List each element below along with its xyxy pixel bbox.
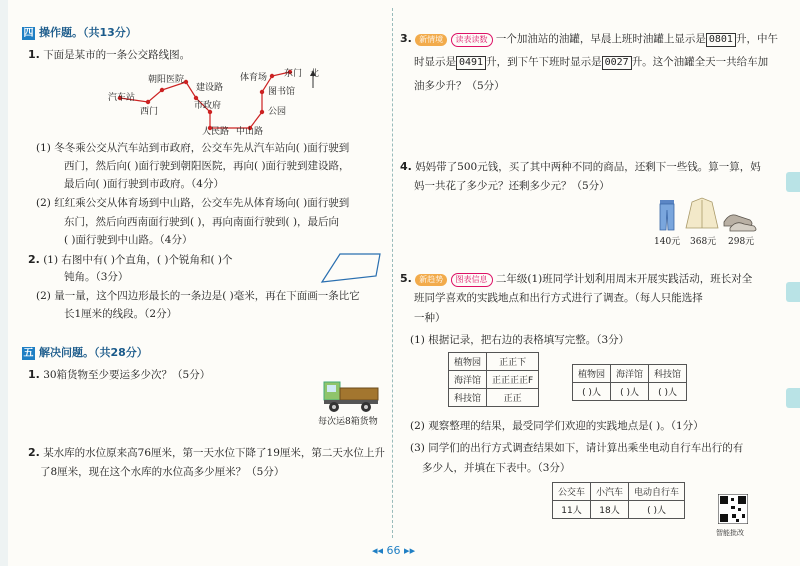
q1-2-line2: 东门，然后向西南面行驶到( )，再向南面行驶到( )，最后向 <box>64 216 340 228</box>
quadrilateral-figure <box>318 250 384 286</box>
q5-part2: (2) 观察整理的结果，最受同学们欢迎的实践地点是( )。（1分） <box>410 420 704 432</box>
map-label-library: 图书馆 <box>268 87 296 97</box>
table-cell: 海洋馆 <box>449 371 487 389</box>
question-number: 4. <box>400 160 412 173</box>
table-row <box>449 353 539 371</box>
q1-1-line2: 西门，然后向( )面行驶到朝阳医院，再向( )面行驶到建设路， <box>64 160 350 172</box>
table-cell: 正正 <box>487 389 539 407</box>
q3-text-part: 一个加油站的油罐，早晨上班时油罐上显示是 <box>495 33 706 45</box>
q5-line3: 一种） <box>414 312 446 324</box>
q2-1-line1: (1) 右图中有( )个直角，( )个锐角和( )个 <box>43 254 233 266</box>
map-label-zhongshan-road: 中山路 <box>236 127 264 137</box>
question-4 <box>400 160 761 174</box>
fill-in-table <box>572 364 687 401</box>
question-number: 2. <box>28 253 40 266</box>
q1-2-line3: ( )面行驶到中山路。（4分） <box>64 234 193 246</box>
q3-text-part: 升，中午 <box>735 33 778 45</box>
q3-line2 <box>414 56 768 70</box>
price-shoes: 298元 <box>728 237 755 247</box>
q5-part1: (1) 根据记录，把右边的表格填写完整。（3分） <box>410 334 630 346</box>
table-row <box>573 383 687 401</box>
page-number: 66 <box>386 544 401 557</box>
q3-line3: 油多少升？（5分） <box>414 80 505 92</box>
section-four-title: 操作题。（共13分） <box>39 26 137 39</box>
truck-illustration <box>322 378 382 414</box>
map-label-north: 北 <box>310 69 320 79</box>
answer-cell[interactable]: ( )人 <box>629 501 685 519</box>
q1-2-line1: (2) 红红乘公交从体育场到中山路，公交车先从体育场向( )面行驶到 <box>36 197 350 209</box>
table-cell: 正正下 <box>487 353 539 371</box>
map-label-jianshe-road: 建设路 <box>196 83 224 93</box>
side-tab <box>786 388 800 408</box>
table-row <box>553 483 685 501</box>
map-label-city-hall: 市政府 <box>194 101 222 111</box>
answer-cell[interactable]: ( )人 <box>611 383 649 401</box>
question-number: 3. <box>400 32 412 45</box>
q3-text-part: 升。这个油罐全天一共给车加 <box>631 56 769 68</box>
price-jacket: 368元 <box>690 237 717 247</box>
price-jeans: 140元 <box>654 237 681 247</box>
question-text: 某水库的水位原来高76厘米，第一天水位下降了19厘米，第二天水位上升 <box>43 447 385 459</box>
q5-2-line2: 了8厘米，现在这个水库的水位高多少厘米？（5分） <box>40 466 285 478</box>
binding-gutter <box>0 0 8 566</box>
qr-code-icon[interactable] <box>718 494 748 524</box>
section-five-number: 五 <box>23 348 34 359</box>
q5-line2: 班同学喜欢的实践地点和出行方式进行了调查。（每人只能选择 <box>414 292 703 304</box>
chart-info-tag: 图表信息 <box>451 273 493 287</box>
truck-caption: 每次运8箱货物 <box>318 417 378 427</box>
table-cell: 正正正正F <box>487 371 539 389</box>
question-text: 下面是某市的一条公交路线图。 <box>43 49 191 61</box>
prev-arrow-icon: ◂◂ <box>372 544 384 557</box>
q2-1-line2: 钝角。（3分） <box>64 271 129 283</box>
table-row <box>573 365 687 383</box>
q4-line2: 妈一共花了多少元？还剩多少元？（5分） <box>414 180 610 192</box>
q1-1-line3: 最后向( )面行驶到市政府。（4分） <box>64 178 224 190</box>
shoes-icon <box>724 215 756 231</box>
answer-cell[interactable]: ( )人 <box>649 383 687 401</box>
question-5-2 <box>28 446 385 460</box>
meter-reading-evening: 0027 <box>602 56 632 70</box>
q3-text-part: 升，到下午下班时显示是 <box>486 56 602 68</box>
question-3 <box>400 32 778 47</box>
page-divider <box>392 8 393 538</box>
jacket-icon <box>686 198 718 228</box>
new-trend-tag: 新趋势 <box>415 274 447 286</box>
section-five-header <box>22 344 148 360</box>
question-number: 1. <box>28 48 40 61</box>
side-tab <box>786 282 800 302</box>
q5-part3-line2: 多少人，并填在下表中。（3分） <box>422 462 571 474</box>
answer-cell[interactable]: ( )人 <box>573 383 611 401</box>
page-number-footer <box>372 544 415 557</box>
q2-2-line2: 长1厘米的线段。（2分） <box>64 308 178 320</box>
table-header: 小汽车 <box>591 483 629 501</box>
next-arrow-icon: ▸▸ <box>404 544 416 557</box>
table-row <box>449 389 539 407</box>
section-four-header <box>22 24 137 40</box>
q3-text-part: 时显示是 <box>414 56 456 68</box>
map-label-stadium: 体育场 <box>240 73 268 83</box>
question-2 <box>28 253 233 267</box>
question-number: 5. <box>400 272 412 285</box>
question-number: 2. <box>28 446 40 459</box>
q2-2-line1: (2) 量一量，这个四边形最长的一条边是( )毫米，再在下面画一条比它 <box>36 290 360 302</box>
question-5-1 <box>28 368 210 382</box>
table-header: 公交车 <box>553 483 591 501</box>
map-label-renmin-road: 人民路 <box>202 127 230 137</box>
table-header: 科技馆 <box>649 365 687 383</box>
tally-table <box>448 352 539 407</box>
map-label-bus-station: 汽车站 <box>108 93 136 103</box>
table-row <box>449 371 539 389</box>
table-header: 电动自行车 <box>629 483 685 501</box>
map-label-chaoyang-hospital: 朝阳医院 <box>148 75 185 85</box>
map-label-west-gate: 西门 <box>140 107 159 117</box>
table-cell: 科技馆 <box>449 389 487 407</box>
side-tab <box>786 172 800 192</box>
reading-tag: 读表读数 <box>451 33 493 47</box>
question-number: 1. <box>28 368 40 381</box>
question-5 <box>400 272 752 287</box>
question-text: 二年级(1)班同学计划利用周末开展实践活动，班长对全 <box>495 273 753 285</box>
table-header: 海洋馆 <box>611 365 649 383</box>
meter-reading-noon: 0491 <box>456 56 486 70</box>
table-cell: 18人 <box>591 501 629 519</box>
meter-reading-morning: 0801 <box>706 33 736 47</box>
q5-part3-line1: (3) 同学们的出行方式调查结果如下，请计算出乘坐电动自行车出行的有 <box>410 442 744 454</box>
jeans-icon <box>660 200 674 230</box>
table-cell: 11人 <box>553 501 591 519</box>
transport-table <box>552 482 685 519</box>
map-label-park: 公园 <box>268 107 287 117</box>
question-text: 妈妈带了500元钱，买了其中两种不同的商品，还剩下一些钱。算一算，妈 <box>415 161 761 173</box>
products-illustration <box>650 196 760 234</box>
new-context-tag: 新情境 <box>415 34 447 46</box>
table-row <box>553 501 685 519</box>
table-header: 植物园 <box>573 365 611 383</box>
map-label-east-gate: 东门 <box>284 69 303 79</box>
table-cell: 植物园 <box>449 353 487 371</box>
question-1-intro <box>28 48 190 62</box>
section-four-number: 四 <box>23 28 34 39</box>
section-five-title: 解决问题。（共28分） <box>39 346 148 359</box>
qr-caption: 智能批改 <box>716 529 744 537</box>
question-text: 30箱货物至少要运多少次？（5分） <box>43 369 211 381</box>
q1-1-line1: (1) 冬冬乘公交从汽车站到市政府，公交车先从汽车站向( )面行驶到 <box>36 142 350 154</box>
